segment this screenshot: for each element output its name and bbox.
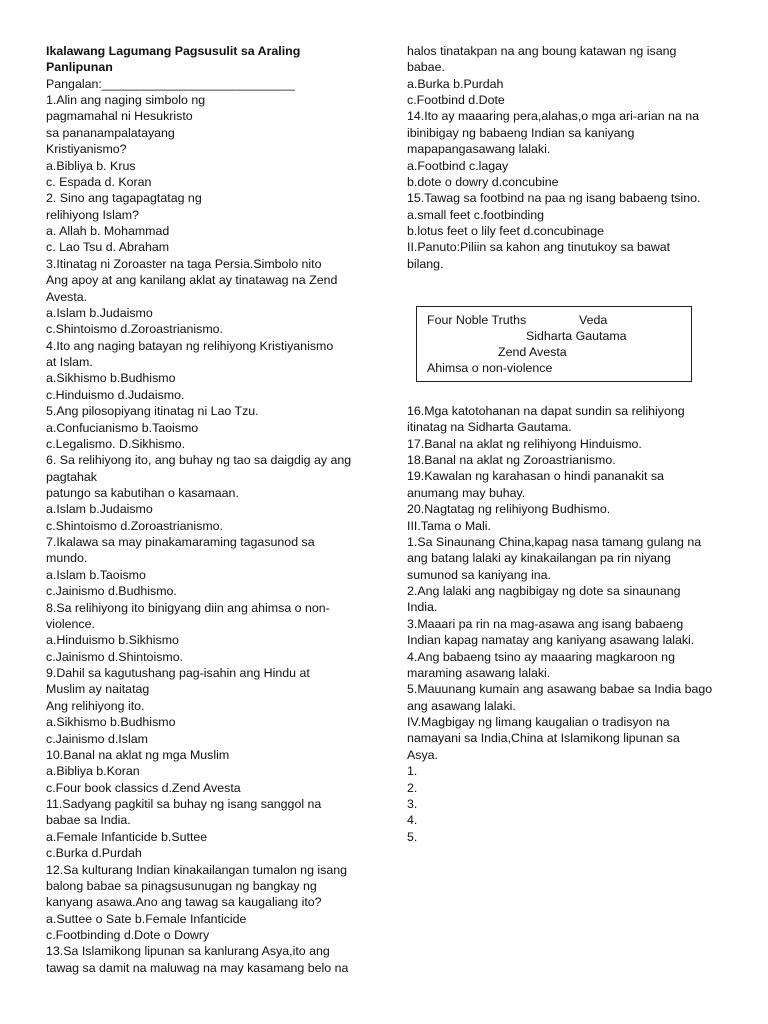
text-line: 20.Nagtatag ng relihiyong Budhismo. [407,502,611,517]
text-line: pagtahak [46,469,97,484]
text-line: a.Islam b.Taoismo [46,567,146,582]
text-line: Avesta. [46,289,88,304]
text-line: 2.Ang lalaki ang nagbibigay ng dote sa sinaunang [407,584,681,599]
text-line: 6. Sa relihiyong ito, ang buhay ng tao sa daigdig ay ang [46,453,352,468]
text-line: balong babae sa pinagsusunugan ng bangkay ng [46,878,317,893]
text-line: 4.Ito ang naging batayan ng relihiyong Kristiyanismo [46,338,334,353]
text-line: a.small feet c.footbinding [407,207,545,222]
text-line: 17.Banal na aklat ng relihiyong Hinduismo. [407,436,642,451]
text-line: sumunod sa kaniyang ina. [407,567,551,582]
text-line: 1.Alin ang naging simbolo ng [46,93,206,108]
text-line: Ang relihiyong ito. [46,698,145,713]
text-line: c.Burka d.Purdah [46,846,142,861]
text-line: a.Islam b.Judaismo [46,502,153,517]
text-line: a.Sikhismo b.Budhismo [46,715,176,730]
text-line: a.Confucianismo b.Taoismo [46,420,199,435]
choice-four-noble-truths: Four Noble Truths [427,313,527,327]
text-line: ang asawang lalaki. [407,698,516,713]
text-line: at Islam. [46,355,93,370]
text-line: 8.Sa relihiyong ito binigyang diin ang ahimsa o non- [46,600,330,615]
text-line: III.Tama o Mali. [407,518,492,533]
text-line: kanyang asawa.Ano ang tawag sa kaugaliang ito? [46,895,322,910]
text-line: 5.Ang pilosopiyang itinatag ni Lao Tzu. [46,404,259,419]
title-line: Ikalawang Lagumang Pagsusulit sa Araling [46,44,301,58]
text-line: a.Burka b.Purdah [407,76,504,91]
text-line: a.Female Infanticide b.Suttee [46,829,208,844]
text-line: 14.Ito ay maaaring pera,alahas,o mga ari-arian na na [407,109,700,124]
text-line: b.lotus feet o lily feet d.concubinage [407,224,605,239]
text-line: c.Jainismo d.Shintoismo. [46,649,184,664]
text-line: a.Footbind c.lagay [407,158,509,173]
choice-ahimsa: Ahimsa o non-violence [427,361,553,375]
text-line: halos tinatakpan na ang boung katawan ng isang [407,44,677,58]
text-line: relihiyong Islam? [46,207,139,222]
text-line: 13.Sa Islamikong lipunan sa kanlurang Asya,ito ang [46,944,330,959]
text-line: 2. Sino ang tagapagtatag ng [46,191,202,206]
text-line: a.Hinduismo b.Sikhismo [46,633,179,648]
text-line: Indian kapag namatay ang kaniyang asawang lalaki. [407,633,695,648]
text-line: c. Espada d. Koran [46,174,152,189]
text-line: mapapangasawang lalaki. [407,142,551,157]
choice-veda: Veda [579,313,608,327]
text-line: namayani sa India,China at Islamikong lipunan sa [407,731,680,746]
text-line: 4. [407,813,418,828]
text-line: tawag sa damit na maluwag na may kasamang belo na [46,960,349,975]
choice-zend-avesta: Zend Avesta [498,345,567,359]
text-line: c.Legalismo. D.Sikhismo. [46,436,186,451]
text-line: 7.Ikalawa sa may pinakamaraming tagasunod sa [46,535,315,550]
text-line: Pangalan:____________________________ [46,76,295,91]
text-line: 10.Banal na aklat ng mga Muslim [46,747,230,762]
text-line: patungo sa kabutihan o kasamaan. [46,485,239,500]
text-line: 12.Sa kulturang Indian kinakailangan tumalon ng isang [46,862,348,877]
text-line: 2. [407,780,418,795]
text-line: itinatag na Sidharta Gautama. [407,420,572,435]
text-line: Kristiyanismo? [46,142,127,157]
text-line: 5.Mauunang kumain ang asawang babae sa India bago [407,682,713,697]
text-line: Ang apoy at ang kanilang aklat ay tinatawag na Zend [46,273,338,288]
text-line: c.Four book classics d.Zend Avesta [46,780,241,795]
choice-box [416,306,692,382]
text-line: c.Jainismo d.Islam [46,731,148,746]
text-line: c.Hinduismo d.Judaismo. [46,387,185,402]
text-line: 3. [407,796,418,811]
text-line: 1. [407,764,418,779]
text-line: babae. [407,60,445,75]
text-line: c.Footbind d.Dote [407,93,505,108]
text-line: a.Sikhismo b.Budhismo [46,371,176,386]
text-line: II.Panuto:Piliin sa kahon ang tinutukoy sa bawat [407,240,671,255]
text-line: ibinibigay ng babaeng Indian sa kaniyang [407,125,635,140]
text-line: maraming asawang lalaki. [407,665,551,680]
text-line: anumang may buhay. [407,485,526,500]
text-line: c.Footbinding d.Dote o Dowry [46,927,210,942]
text-line: 5. [407,829,418,844]
text-line: c. Lao Tsu d. Abraham [46,240,170,255]
text-line: violence. [46,616,95,631]
text-line: 3.Itinatag ni Zoroaster na taga Persia.Simbolo nito [46,256,322,271]
text-line: 1.Sa Sinaunang China,kapag nasa tamang gulang na [407,534,702,549]
text-line: 19.Kawalan ng karahasan o hindi pananakit sa [407,469,664,484]
text-line: babae sa India. [46,813,131,828]
text-line: a.Bibliya b.Koran [46,764,140,779]
text-line: a. Allah b. Mohammad [46,224,170,239]
text-line: Muslim ay naitatag [46,682,150,697]
text-line: c.Shintoismo d.Zoroastrianismo. [46,518,223,533]
text-line: a.Bibliya b. Krus [46,158,136,173]
choice-sidharta-gautama: Sidharta Gautama [526,329,627,343]
text-line: bilang. [407,256,444,271]
text-line: India. [407,600,438,615]
text-line: mundo. [46,551,88,566]
text-line: a.Suttee o Sate b.Female Infanticide [46,911,247,926]
text-line: 15.Tawag sa footbind na paa ng isang babaeng tsino. [407,191,701,206]
text-line: a.Islam b.Judaismo [46,305,153,320]
text-line: 3.Maaari pa rin na mag-asawa ang isang babaeng [407,616,684,631]
text-line: b.dote o dowry d.concubine [407,174,559,189]
text-line: ang batang lalaki ay kinakailangan pa rin niyang [407,551,671,566]
text-line: c.Jainismo d.Budhismo. [46,584,177,599]
text-line: sa pananampalatayang [46,125,175,140]
text-line: c.Shintoismo d.Zoroastrianismo. [46,322,223,337]
text-line: Asya. [407,747,438,762]
text-line: 9.Dahil sa kagutushang pag-isahin ang Hindu at [46,666,310,681]
text-line: 16.Mga katotohanan na dapat sundin sa relihiyong [407,404,685,418]
text-line: IV.Magbigay ng limang kaugalian o tradisyon na [407,715,670,730]
text-line: 18.Banal na aklat ng Zoroastrianismo. [407,453,616,468]
text-line: 11.Sadyang pagkitil sa buhay ng isang sanggol na [46,797,322,812]
text-line: pagmamahal ni Hesukristo [46,109,193,124]
title-line: Panlipunan [46,60,113,75]
text-line: 4.Ang babaeng tsino ay maaaring magkaroon ng [407,649,675,664]
